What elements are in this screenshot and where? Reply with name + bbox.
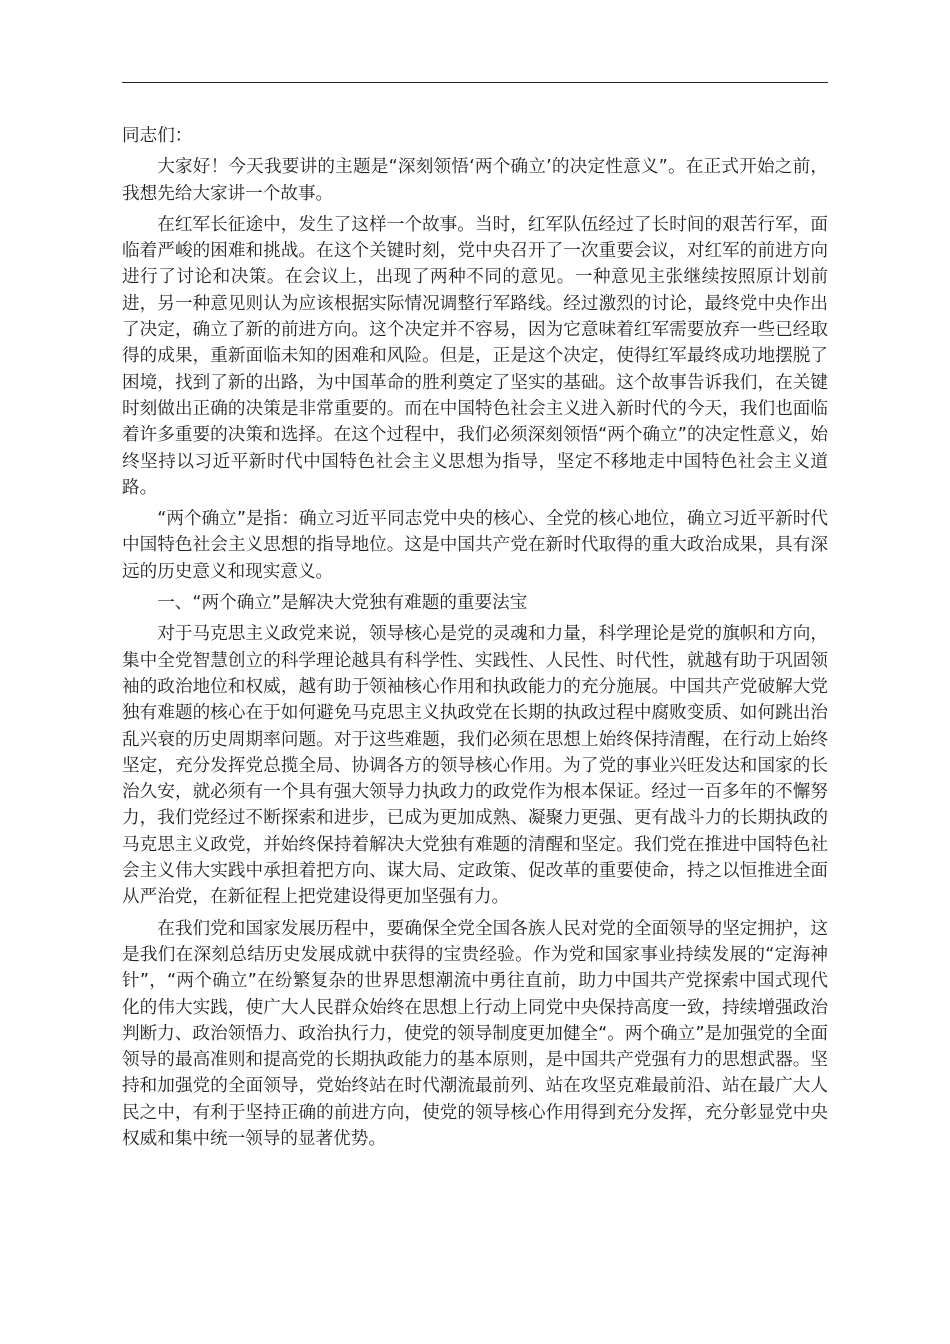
salutation: 同志们：	[122, 126, 193, 146]
story-paragraph: 在红军长征途中，发生了这样一个故事。当时，红军队伍经过了长时间的艰苦行军，面临着严峻的困难和挑战。在这个关键时刻，党中央召开了一次重要会议，对红军的前进方向进行了讨论和决策。在会议上，出现了两种不同的意见。一种意见主张继续按照原计划前进，另一种意见则认为应该根据实际情况调整行军路线。经过激烈的讨论，最终党中央作出了决定，确立了新的前进方向。这个决定并不容易，因为它意味着红军需要放弃一些已经取得的成果，重新面临未知的困难和风险。但是，正是这个决定，使得红军最终成功地摆脱了困境，找到了新的出路，为中国革命的胜利奠定了坚实的基础。这个故事告诉我们，在关键时刻做出正确的决策是非常重要的。而在中国特色社会主义进入新时代的今天，我们也面临着许多重要的决策和选择。在这个过程中，我们必须深刻领悟“两个确立”的决定性意义，始终坚持以习近平新时代中国特色社会主义思想为指导，坚定不移地走中国特色社会主义道路。	[122, 214, 828, 498]
section-paragraph: 在我们党和国家发展历程中，要确保全党全国各族人民对党的全面领导的坚定拥护，这是我们在深刻总结历史发展成就中获得的宝贵经验。作为党和国家事业持续发展的“定海神针”，“两个确立”在纷繁复杂的世界思想潮流中勇往直前，助力中国共产党探索中国式现代化的伟大实践，使广大人民群众始终在思想上行动上同党中央保持高度一致，持续增强政治判断力、政治领悟力、政治执行力，使党的领导制度更加健全“。两个确立”是加强党的全面领导的最高准则和提高党的长期执政能力的基本原则，是中国共产党强有力的思想武器。坚持和加强党的全面领导，党始终站在时代潮流最前列、站在攻坚克难最前沿、站在最广大人民之中，有利于坚持正确的前进方向，使党的领导核心作用得到充分发挥，充分彰显党中央权威和集中统一领导的显著优势。	[122, 918, 828, 1149]
header-rule	[122, 82, 828, 83]
intro-paragraph: 大家好！今天我要讲的主题是“深刻领悟‘两个确立’的决定性意义”。在正式开始之前，我想先给大家讲一个故事。	[122, 157, 828, 204]
section-heading: 一、“两个确立”是解决大党独有难题的重要法宝	[157, 593, 528, 614]
definition-paragraph: “两个确立”是指：确立习近平同志党中央的核心、全党的核心地位，确立习近平新时代中国特色社会主义思想的指导地位。这是中国共产党在新时代取得的重大政治成果，具有深远的历史意义和现实意义。	[122, 509, 828, 582]
section-paragraph: 对于马克思主义政党来说，领导核心是党的灵魂和力量，科学理论是党的旗帜和方向，集中全党智慧创立的科学理论越具有科学性、实践性、人民性、时代性，就越有助于巩固领袖的政治地位和权威，越有助于领袖核心作用和执政能力的充分施展。中国共产党破解大党独有难题的核心在于如何避免马克思主义执政党在长期的执政过程中腐败变质、如何跳出治乱兴衰的历史周期率问题。对于这些难题，我们必须在思想上始终保持清醒，在行动上始终坚定，充分发挥党总揽全局、协调各方的领导核心作用。为了党的事业兴旺发达和国家的长治久安，就必须有一个具有强大领导力执政力的政党作为根本保证。经过一百多年的不懈努力，我们党经过不断探索和进步，已成为更加成熟、凝聚力更强、更有战斗力的长期执政的马克思主义政党，并始终保持着解决大党独有难题的清醒和坚定。我们党在推进中国特色社会主义伟大实践中承担着把方向、谋大局、定政策、促改革的重要使命，持之以恒推进全面从严治党，在新征程上把党建设得更加坚强有力。	[122, 624, 828, 908]
document-body	[122, 123, 828, 1157]
